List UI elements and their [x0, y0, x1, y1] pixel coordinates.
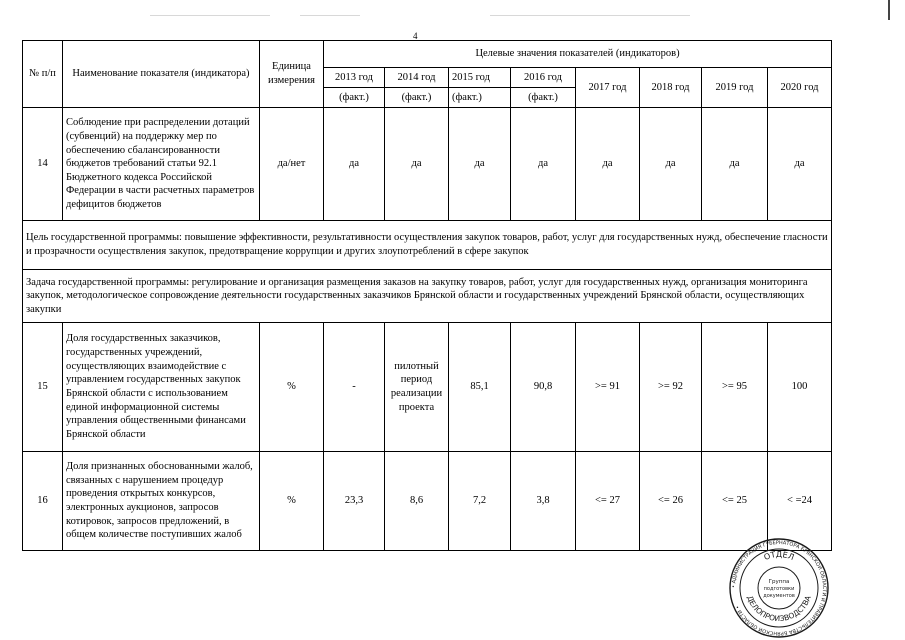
row-indicator-name: Соблюдение при распределении дотаций (субвенций) на поддержку мер по обеспечению сбалансированности бюджетов требований статьи 92.1 Бюджетного кодекса Российской Федерации в части расчетных параметров дефицитов бюджетов — [63, 108, 260, 221]
program-goal-text: Цель государственной программы: повышение эффективности, результативности осуществления закупок товаров, работ, услуг для государственных нужд, обеспечение гласности и прозрачности осуществления закупок, предотвращение коррупции и других злоупотреблений в сфере закупок — [23, 221, 832, 270]
row-indicator-name: Доля признанных обоснованными жалоб, связанных с нарушением процедур проведения открытых конкурсов, электронных аукционов, запросов котировок, запросов предложений, в общем количестве поступивших жалоб — [63, 452, 260, 551]
header-year-2020: 2020 год — [768, 68, 832, 108]
header-year-2017: 2017 год — [576, 68, 640, 108]
stamp-outer-text: • АДМИНИСТРАЦИЯ ГУБЕРНАТОРА БРЯНСКОЙ ОБЛАСТИ И ПРАВИТЕЛЬСТВА БРЯНСКОЙ ОБЛАСТИ • — [730, 539, 828, 637]
row-value-2017: >= 91 — [576, 323, 640, 452]
row-value-2016: да — [511, 108, 576, 221]
header-fact-2015: (факт.) — [449, 88, 511, 108]
row-value-2013: - — [324, 323, 385, 452]
header-year-2016: 2016 год — [511, 68, 576, 88]
table-row — [23, 452, 832, 551]
row-value-2018: да — [640, 108, 702, 221]
program-task-row — [23, 270, 832, 323]
scan-artifact-line — [150, 15, 270, 16]
row-value-2019: <= 25 — [702, 452, 768, 551]
office-stamp — [728, 537, 830, 639]
row-value-2018: <= 26 — [640, 452, 702, 551]
row-indicator-name: Доля государственных заказчиков, государственных учреждений, осуществляющих взаимодействие с управлением государственных закупок Брянской области с использованием единой информационной системы управления общественными финансами Брянской области — [63, 323, 260, 452]
row-value-2015: 7,2 — [449, 452, 511, 551]
row-value-2014: да — [385, 108, 449, 221]
row-value-2016: 3,8 — [511, 452, 576, 551]
row-value-2015: да — [449, 108, 511, 221]
row-value-2020: 100 — [768, 323, 832, 452]
header-targets: Целевые значения показателей (индикаторов) — [324, 41, 832, 68]
header-fact-2014: (факт.) — [385, 88, 449, 108]
header-year-2013: 2013 год — [324, 68, 385, 88]
row-num: 14 — [23, 108, 63, 221]
row-unit: % — [260, 452, 324, 551]
header-year-2014: 2014 год — [385, 68, 449, 88]
header-unit: Единица измерения — [260, 41, 324, 108]
program-goal-row — [23, 221, 832, 270]
indicators-table — [22, 40, 832, 551]
row-value-2017: <= 27 — [576, 452, 640, 551]
header-fact-2013: (факт.) — [324, 88, 385, 108]
header-num: № п/п — [23, 41, 63, 108]
row-value-2014: 8,6 — [385, 452, 449, 551]
header-year-2019: 2019 год — [702, 68, 768, 108]
row-unit: да/нет — [260, 108, 324, 221]
scan-artifact-line — [490, 15, 690, 16]
row-value-2020: да — [768, 108, 832, 221]
row-num: 16 — [23, 452, 63, 551]
program-task-text: Задача государственной программы: регулирование и организация размещения заказов на закупку товаров, работ, услуг для государственных нужд, организация мониторинга закупок, методологическое сопровождение деятельности государственных заказчиков Брянской области и государственных учреждений Брянской области, осуществляющих закупки — [23, 270, 832, 323]
row-value-2017: да — [576, 108, 640, 221]
stamp-bottom-word: ДЕЛОПРОИЗВОДСТВА — [745, 594, 813, 624]
table-header-row — [23, 41, 832, 68]
row-value-2016: 90,8 — [511, 323, 576, 452]
row-unit: % — [260, 323, 324, 452]
row-value-2013: 23,3 — [324, 452, 385, 551]
header-year-2018: 2018 год — [640, 68, 702, 108]
row-value-2019: >= 95 — [702, 323, 768, 452]
header-fact-2016: (факт.) — [511, 88, 576, 108]
table-row — [23, 323, 832, 452]
stamp-top-word: ОТДЕЛ — [762, 550, 796, 562]
row-num: 15 — [23, 323, 63, 452]
stamp-center-line-1: Группа — [768, 579, 790, 585]
header-year-2015: 2015 год — [449, 68, 511, 88]
stamp-center-line-2: подготовки — [763, 586, 795, 592]
page-edge-mark — [888, 0, 890, 20]
row-value-2019: да — [702, 108, 768, 221]
row-value-2014: пилотный период реализации проекта — [385, 323, 449, 452]
row-value-2013: да — [324, 108, 385, 221]
page-number: 4 — [413, 31, 418, 41]
row-value-2020: < =24 — [768, 452, 832, 551]
stamp-center-line-3: документов — [763, 593, 795, 599]
row-value-2015: 85,1 — [449, 323, 511, 452]
header-name: Наименование показателя (индикатора) — [63, 41, 260, 108]
row-value-2018: >= 92 — [640, 323, 702, 452]
table-row — [23, 108, 832, 221]
scan-artifact-line — [300, 15, 360, 16]
